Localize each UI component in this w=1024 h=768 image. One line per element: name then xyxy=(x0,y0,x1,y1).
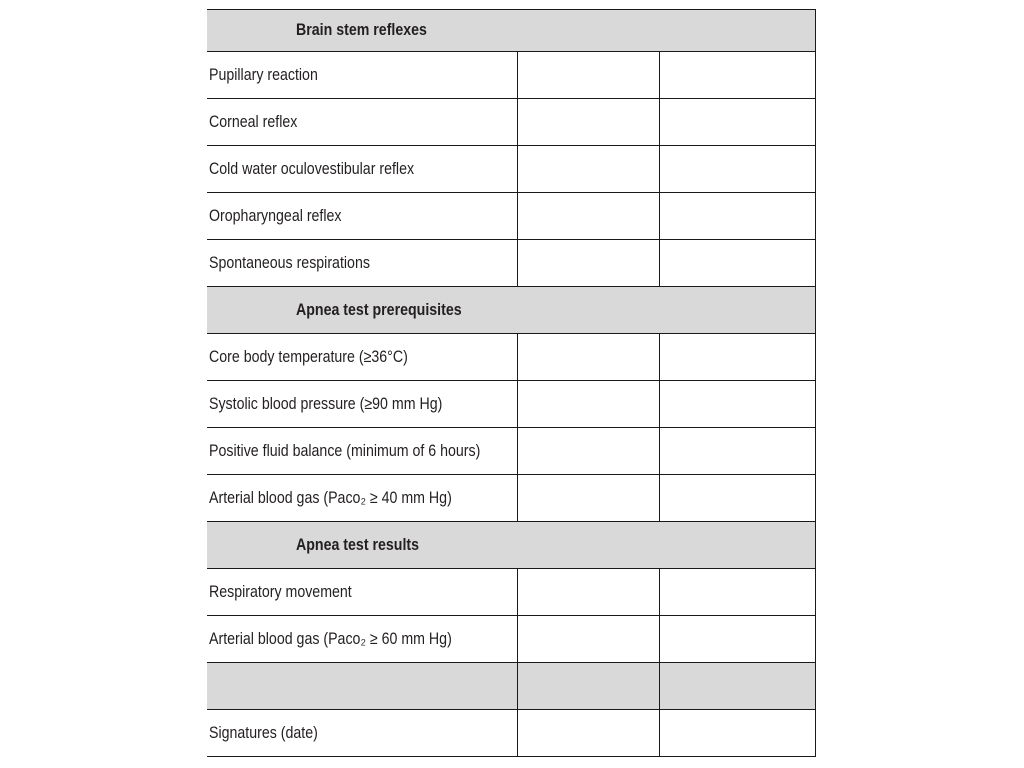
exam-2-cell[interactable] xyxy=(659,146,815,193)
table-row xyxy=(207,475,815,522)
row-label: Arterial blood gas (Paco₂ ≥ 40 mm Hg) xyxy=(207,475,517,522)
brain-death-checklist-table xyxy=(207,9,816,757)
row-label: Spontaneous respirations xyxy=(207,240,517,287)
section-header-brain-stem-reflexes xyxy=(207,10,815,52)
exam-1-cell[interactable] xyxy=(517,99,659,146)
blank-cell xyxy=(517,663,659,710)
exam-1-cell[interactable] xyxy=(517,146,659,193)
exam-1-cell[interactable] xyxy=(517,193,659,240)
table-row xyxy=(207,99,815,146)
blank-cell xyxy=(659,663,815,710)
table-row xyxy=(207,334,815,381)
row-label: Cold water oculovestibular reflex xyxy=(207,146,517,193)
exam-1-cell[interactable] xyxy=(517,475,659,522)
section-header-apnea-test-results xyxy=(207,522,815,569)
row-label: Positive fluid balance (minimum of 6 hours) xyxy=(207,428,517,475)
table-row xyxy=(207,193,815,240)
row-label: Corneal reflex xyxy=(207,99,517,146)
exam-2-cell[interactable] xyxy=(659,99,815,146)
signatures-label: Signatures (date) xyxy=(207,710,517,757)
exam-2-cell[interactable] xyxy=(659,569,815,616)
row-label: Pupillary reaction xyxy=(207,52,517,99)
exam-1-cell[interactable] xyxy=(517,334,659,381)
exam-2-cell[interactable] xyxy=(659,240,815,287)
table-row xyxy=(207,428,815,475)
table-row xyxy=(207,569,815,616)
table-row xyxy=(207,146,815,193)
exam-2-cell[interactable] xyxy=(659,475,815,522)
exam-1-cell[interactable] xyxy=(517,569,659,616)
row-label: Arterial blood gas (Paco₂ ≥ 60 mm Hg) xyxy=(207,616,517,663)
exam-2-cell[interactable] xyxy=(659,381,815,428)
exam-1-cell[interactable] xyxy=(517,428,659,475)
signatures-row xyxy=(207,710,815,757)
exam-2-cell[interactable] xyxy=(659,193,815,240)
blank-shaded-row xyxy=(207,663,815,710)
exam-2-cell[interactable] xyxy=(659,616,815,663)
table-row xyxy=(207,616,815,663)
section-title: Apnea test results xyxy=(207,522,815,569)
section-title: Brain stem reflexes xyxy=(207,10,815,52)
blank-cell xyxy=(207,663,517,710)
table-row xyxy=(207,240,815,287)
table-row xyxy=(207,381,815,428)
row-label: Respiratory movement xyxy=(207,569,517,616)
table-row xyxy=(207,52,815,99)
signature-2-cell[interactable] xyxy=(659,710,815,757)
exam-1-cell[interactable] xyxy=(517,240,659,287)
section-header-apnea-test-prerequisites xyxy=(207,287,815,334)
row-label: Core body temperature (≥36°C) xyxy=(207,334,517,381)
exam-1-cell[interactable] xyxy=(517,52,659,99)
section-title: Apnea test prerequisites xyxy=(207,287,815,334)
row-label: Oropharyngeal reflex xyxy=(207,193,517,240)
exam-2-cell[interactable] xyxy=(659,428,815,475)
row-label: Systolic blood pressure (≥90 mm Hg) xyxy=(207,381,517,428)
exam-2-cell[interactable] xyxy=(659,52,815,99)
exam-2-cell[interactable] xyxy=(659,334,815,381)
signature-1-cell[interactable] xyxy=(517,710,659,757)
exam-1-cell[interactable] xyxy=(517,381,659,428)
exam-1-cell[interactable] xyxy=(517,616,659,663)
